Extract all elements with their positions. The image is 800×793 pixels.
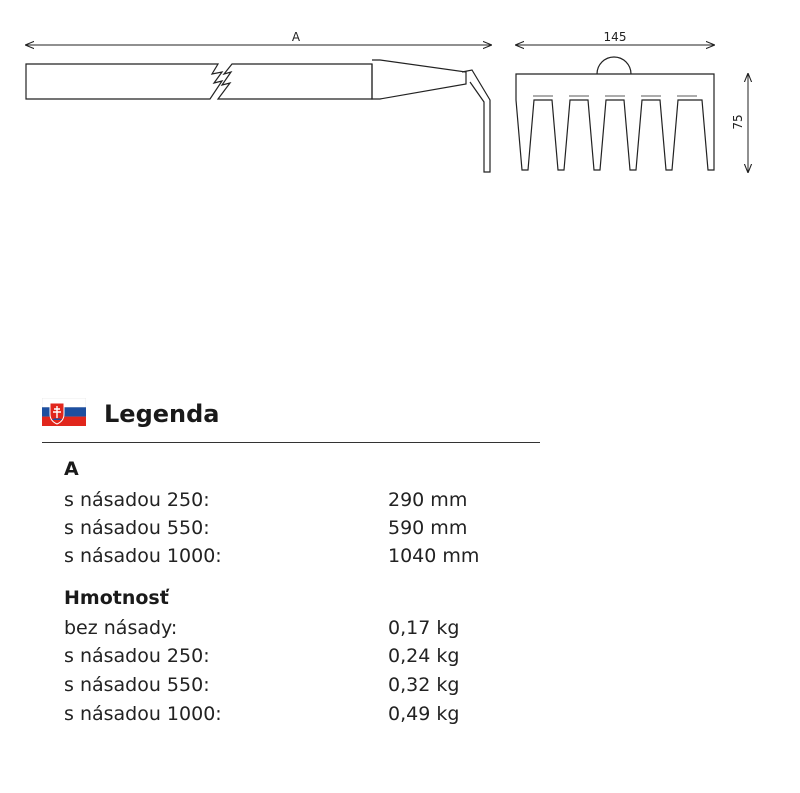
table-row <box>64 645 524 673</box>
row-value: 0,17 kg <box>388 617 460 639</box>
row-value: 0,24 kg <box>388 645 460 667</box>
dimension-length <box>26 30 491 45</box>
row-value: 290 mm <box>388 489 468 511</box>
legend-header <box>42 396 540 443</box>
table-row <box>64 703 524 731</box>
rake-head-front-view <box>516 57 714 170</box>
row-value: 590 mm <box>388 517 468 539</box>
slovakia-flag-icon <box>42 398 86 426</box>
dimension-length-label: A <box>291 30 301 44</box>
row-label: s násadou 1000: <box>64 703 222 725</box>
handle-side-view <box>26 60 490 172</box>
section-title-weight: Hmotnosť <box>64 587 169 609</box>
table-row <box>64 517 524 545</box>
row-label: s násadou 250: <box>64 489 210 511</box>
row-label: s násadou 550: <box>64 517 210 539</box>
table-row <box>64 617 524 645</box>
row-value: 1040 mm <box>388 545 480 567</box>
dimension-height <box>731 74 748 172</box>
technical-drawing <box>0 0 800 200</box>
row-label: s násadou 250: <box>64 645 210 667</box>
dimension-width <box>516 30 714 45</box>
section-title-dimension-a: A <box>64 458 79 480</box>
row-label: s násadou 1000: <box>64 545 222 567</box>
dimension-width-label: 145 <box>603 30 627 44</box>
table-row <box>64 545 524 573</box>
table-row <box>64 489 524 517</box>
row-value: 0,32 kg <box>388 674 460 696</box>
row-label: bez násady: <box>64 617 178 639</box>
row-label: s násadou 550: <box>64 674 210 696</box>
dimension-height-label: 75 <box>731 114 745 130</box>
table-row <box>64 674 524 702</box>
row-value: 0,49 kg <box>388 703 460 725</box>
legend-title: Legenda <box>104 400 220 428</box>
